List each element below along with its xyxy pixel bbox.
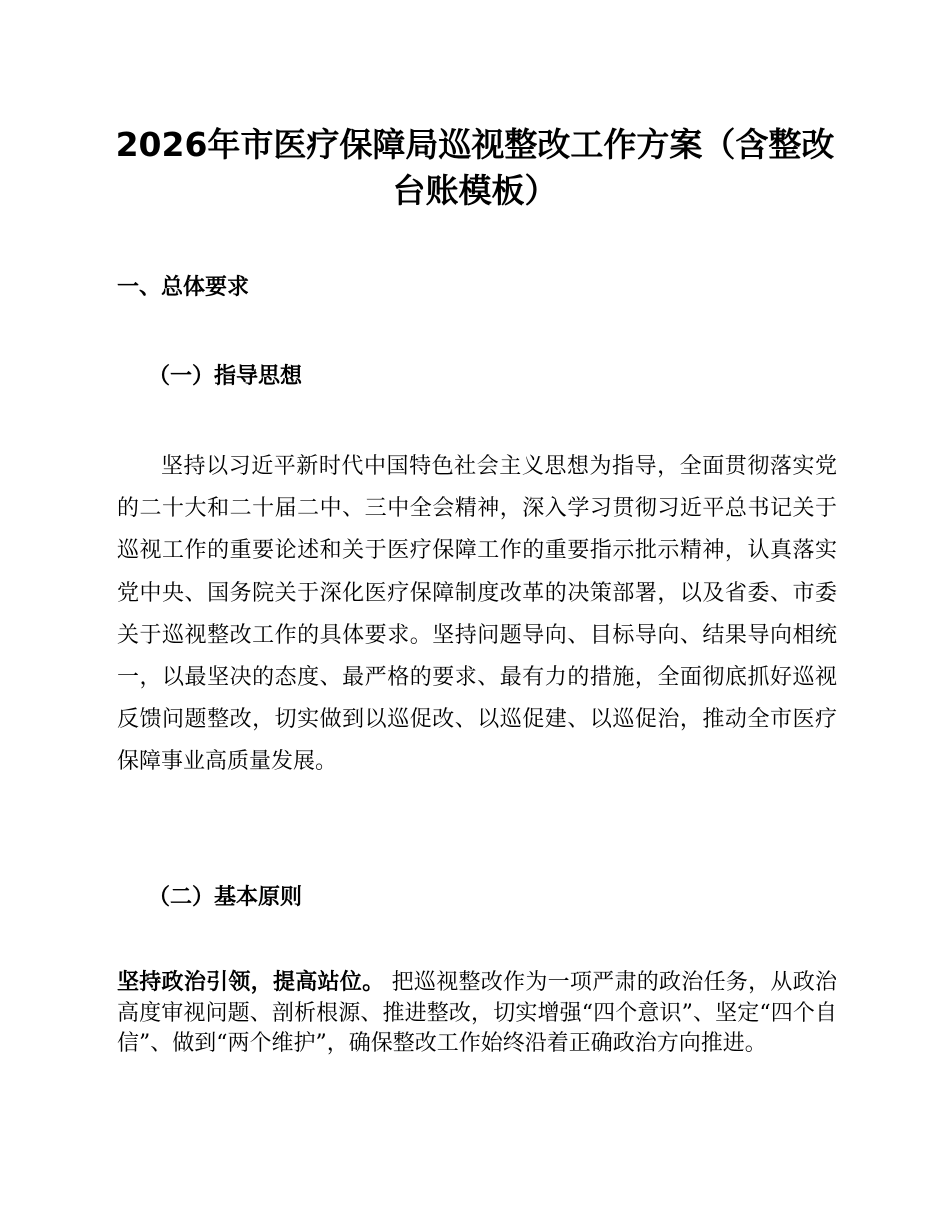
principle-body-text: 把巡视整改作为一项严肃的政治任务，从政治高度审视问题、剖析根源、推进整改，切实增强“四个意识”、坚定“四个自信”、做到“两个维护”，确保整改工作始终沿着正确政治方向推进。 bbox=[117, 970, 837, 1056]
guiding-ideology-paragraph: 坚持以习近平新时代中国特色社会主义思想为指导，全面贯彻落实党的二十大和二十届二中、三中全会精神，深入学习贯彻习近平总书记关于巡视工作的重要论述和关于医疗保障工作的重要指示批示精神，认真落实党中央、国务院关于深化医疗保障制度改革的决策部署，以及省委、市委关于巡视整改工作的具体要求。坚持问题导向、目标导向、结果导向相统一，以最坚决的态度、最严格的要求、最有力的措施，全面彻底抓好巡视反馈问题整改，切实做到以巡促改、以巡促建、以巡促治，推动全市医疗保障事业高质量发展。 bbox=[117, 454, 837, 775]
subsection-heading-guiding-ideology: （一）指导思想 bbox=[148, 363, 303, 389]
principle-paragraph bbox=[117, 968, 837, 1060]
subsection-heading-basic-principles: （二）基本原则 bbox=[148, 884, 303, 910]
document-title: 2026年市医疗保障局巡视整改工作方案（含整改台账模板） bbox=[115, 125, 835, 210]
principle-spacer bbox=[384, 970, 391, 995]
principle-lead-text: 坚持政治引领，提高站位。 bbox=[117, 970, 385, 995]
section-heading-overall-requirements: 一、总体要求 bbox=[117, 275, 250, 300]
